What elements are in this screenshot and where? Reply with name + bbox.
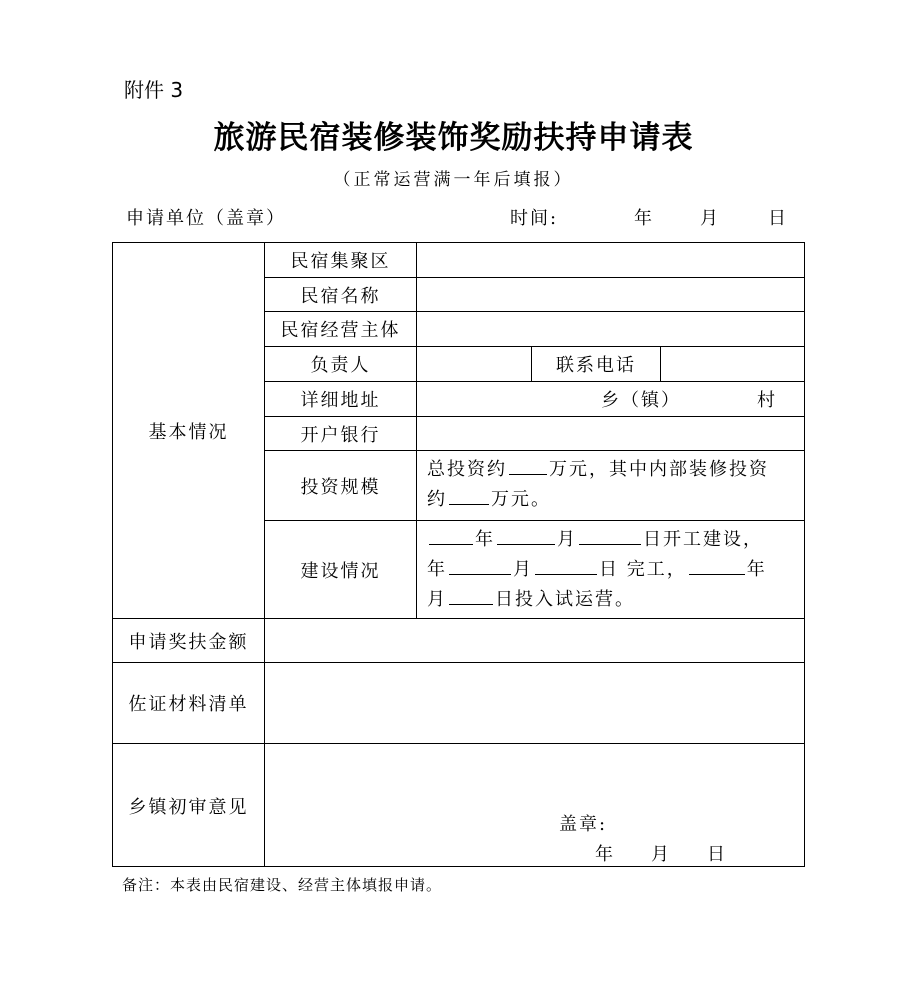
opinion-text: 乡镇初审意见 bbox=[128, 796, 249, 818]
opinion-label bbox=[112, 743, 264, 867]
finish-year-label: 年 bbox=[427, 559, 447, 580]
materials-label bbox=[112, 662, 264, 743]
trial-day-blank[interactable] bbox=[449, 586, 493, 605]
start-year-blank[interactable] bbox=[429, 526, 473, 545]
basic-info-label bbox=[112, 242, 264, 618]
start-day-label: 日开工建设， bbox=[643, 529, 763, 550]
finish-month-label: 月 bbox=[513, 559, 533, 580]
trial-year-blank[interactable] bbox=[689, 556, 745, 575]
trial-year-label: 年 bbox=[746, 559, 767, 580]
investment-interior-label: 万元，其中内部装修投资 bbox=[549, 459, 769, 480]
start-year-label: 年 bbox=[475, 529, 495, 550]
bank-field[interactable] bbox=[416, 416, 805, 450]
application-table bbox=[112, 242, 805, 867]
amount-text: 申请奖扶金额 bbox=[128, 631, 249, 653]
operator-label bbox=[264, 311, 416, 346]
construction-label bbox=[264, 520, 416, 618]
cluster-text: 民宿集聚区 bbox=[290, 251, 391, 272]
person-text: 负责人 bbox=[310, 355, 371, 376]
construction-field[interactable] bbox=[416, 520, 805, 618]
investment-total-blank[interactable] bbox=[509, 456, 547, 475]
start-month-label: 月 bbox=[557, 529, 577, 550]
phone-text: 联系电话 bbox=[556, 355, 636, 376]
investment-field[interactable] bbox=[416, 450, 805, 520]
form-title: 旅游民宿装修装饰奖励扶持申请表 bbox=[213, 120, 694, 156]
basic-info-text: 基本情况 bbox=[148, 421, 229, 443]
address-field[interactable] bbox=[416, 381, 805, 416]
footnote: 备注：本表由民宿建设、经营主体填报申请。 bbox=[122, 876, 443, 894]
investment-total-label: 总投资约 bbox=[427, 459, 507, 480]
investment-text: 投资规模 bbox=[300, 476, 381, 498]
name-text: 民宿名称 bbox=[300, 285, 381, 307]
operator-field[interactable] bbox=[416, 311, 805, 346]
trial-day-label: 日投入试运营。 bbox=[495, 589, 635, 610]
investment-unit-label: 万元。 bbox=[491, 489, 551, 510]
bank-label bbox=[264, 416, 416, 450]
finish-month-blank[interactable] bbox=[449, 556, 511, 575]
start-month-blank[interactable] bbox=[497, 526, 555, 545]
person-field[interactable] bbox=[416, 346, 531, 381]
header-day: 日 bbox=[768, 208, 788, 229]
finish-day-blank[interactable] bbox=[535, 556, 597, 575]
name-field[interactable] bbox=[416, 277, 805, 311]
finish-day-label: 日 完工， bbox=[599, 559, 687, 580]
address-label bbox=[264, 381, 416, 416]
opinion-day: 日 bbox=[707, 844, 727, 865]
phone-field[interactable] bbox=[660, 346, 805, 381]
attachment-label: 附件 3 bbox=[124, 78, 184, 102]
cluster-label bbox=[264, 242, 416, 277]
form-subtitle: （正常运营满一年后填报） bbox=[333, 170, 574, 190]
amount-label bbox=[112, 618, 264, 662]
applicant-label: 申请单位（盖章） bbox=[126, 208, 286, 229]
address-text: 详细地址 bbox=[300, 390, 381, 411]
trial-month-label: 月 bbox=[427, 589, 447, 610]
phone-label bbox=[531, 346, 660, 381]
investment-content bbox=[417, 451, 805, 519]
construction-text: 建设情况 bbox=[300, 560, 381, 582]
opinion-month: 月 bbox=[651, 844, 671, 865]
investment-label bbox=[264, 450, 416, 520]
header-year: 年 bbox=[634, 208, 654, 229]
name-label bbox=[264, 277, 416, 311]
operator-text: 民宿经营主体 bbox=[280, 320, 401, 341]
bank-text: 开户银行 bbox=[300, 424, 381, 446]
time-label: 时间: bbox=[510, 208, 559, 229]
address-township: 乡（镇） bbox=[601, 390, 681, 411]
opinion-year: 年 bbox=[595, 844, 615, 865]
opinion-field[interactable] bbox=[264, 743, 805, 867]
seal-label: 盖章: bbox=[559, 814, 608, 835]
start-day-blank[interactable] bbox=[579, 526, 641, 545]
amount-field[interactable] bbox=[264, 618, 805, 662]
materials-field[interactable] bbox=[264, 662, 805, 743]
header-month: 月 bbox=[700, 208, 720, 229]
person-label bbox=[264, 346, 416, 381]
construction-content bbox=[417, 521, 805, 619]
investment-interior-blank[interactable] bbox=[449, 486, 489, 505]
address-village: 村 bbox=[757, 390, 777, 411]
materials-text: 佐证材料清单 bbox=[128, 694, 249, 715]
investment-approx-label: 约 bbox=[427, 489, 447, 510]
cluster-field[interactable] bbox=[416, 242, 805, 277]
